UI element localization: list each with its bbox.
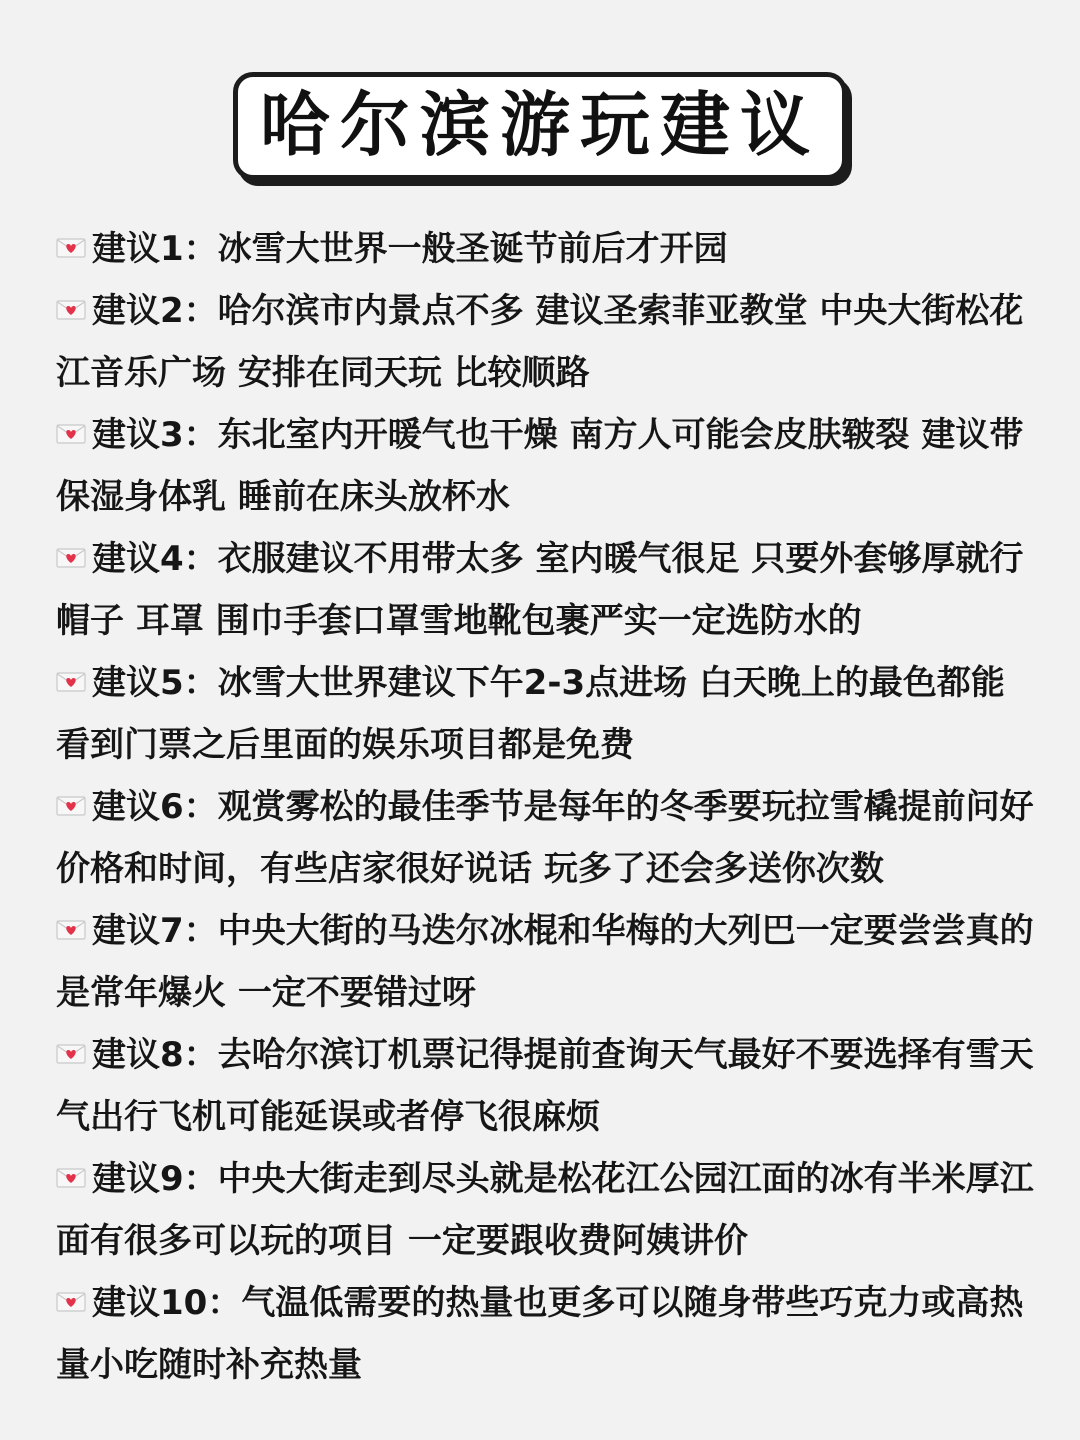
tip-label: 建议7： <box>92 911 218 951</box>
love-letter-icon <box>56 237 86 259</box>
tip-label: 建议4： <box>92 539 218 579</box>
tip-text: 中央大街的马迭尔冰棍和华梅的大列巴一定要尝尝真的是常年爆火 一定不要错过呀 <box>56 911 1034 1013</box>
love-letter-icon <box>56 299 86 321</box>
tip-label: 建议3： <box>92 415 218 455</box>
love-letter-icon <box>56 1043 86 1065</box>
list-item <box>56 1272 1034 1396</box>
list-item <box>56 280 1034 404</box>
title-area <box>0 72 1080 180</box>
love-letter-icon <box>56 795 86 817</box>
tip-text: 冰雪大世界一般圣诞节前后才开园 <box>217 229 728 269</box>
tip-label: 建议9： <box>92 1159 218 1199</box>
love-letter-icon <box>56 919 86 941</box>
list-item <box>56 1024 1034 1148</box>
list-item <box>56 404 1034 528</box>
tip-text: 衣服建议不用带太多 室内暖气很足 只要外套够厚就行帽子 耳罩 围巾手套口罩雪地靴包裹严实一定选防水的 <box>56 539 1024 641</box>
list-item <box>56 900 1034 1024</box>
page-title: 哈尔滨游玩建议 <box>260 83 820 166</box>
tip-text: 去哈尔滨订机票记得提前查询天气最好不要选择有雪天气出行飞机可能延误或者停飞很麻烦 <box>56 1035 1034 1137</box>
tip-text: 观赏雾松的最佳季节是每年的冬季要玩拉雪橇提前问好价格和时间，有些店家很好说话 玩多了还会多送你次数 <box>56 787 1034 889</box>
tip-text: 东北室内开暖气也干燥 南方人可能会皮肤皲裂 建议带保湿身体乳 睡前在床头放杯水 <box>56 415 1024 517</box>
tip-text: 哈尔滨市内景点不多 建议圣索菲亚教堂 中央大街松花江音乐广场 安排在同天玩 比较顺路 <box>56 291 1024 393</box>
love-letter-icon <box>56 1167 86 1189</box>
tip-label: 建议6： <box>92 787 218 827</box>
tip-text: 冰雪大世界建议下午2-3点进场 白天晚上的最色都能看到门票之后里面的娱乐项目都是免费 <box>56 663 1005 765</box>
love-letter-icon <box>56 1291 86 1313</box>
tip-text: 气温低需要的热量也更多可以随身带些巧克力或高热量小吃随时补充热量 <box>56 1283 1024 1385</box>
list-item <box>56 776 1034 900</box>
tip-text: 中央大街走到尽头就是松花江公园江面的冰有半米厚江面有很多可以玩的项目 一定要跟收费阿姨讲价 <box>56 1159 1034 1261</box>
tip-label: 建议1： <box>92 229 218 269</box>
love-letter-icon <box>56 671 86 693</box>
list-item <box>56 528 1034 652</box>
list-item <box>56 1148 1034 1272</box>
title-badge <box>233 72 847 180</box>
tips-list <box>56 218 1034 1396</box>
love-letter-icon <box>56 547 86 569</box>
tip-label: 建议10： <box>92 1283 242 1323</box>
list-item <box>56 652 1034 776</box>
love-letter-icon <box>56 423 86 445</box>
tip-label: 建议5： <box>92 663 218 703</box>
tip-label: 建议2： <box>92 291 218 331</box>
tip-label: 建议8： <box>92 1035 218 1075</box>
list-item <box>56 218 1034 280</box>
